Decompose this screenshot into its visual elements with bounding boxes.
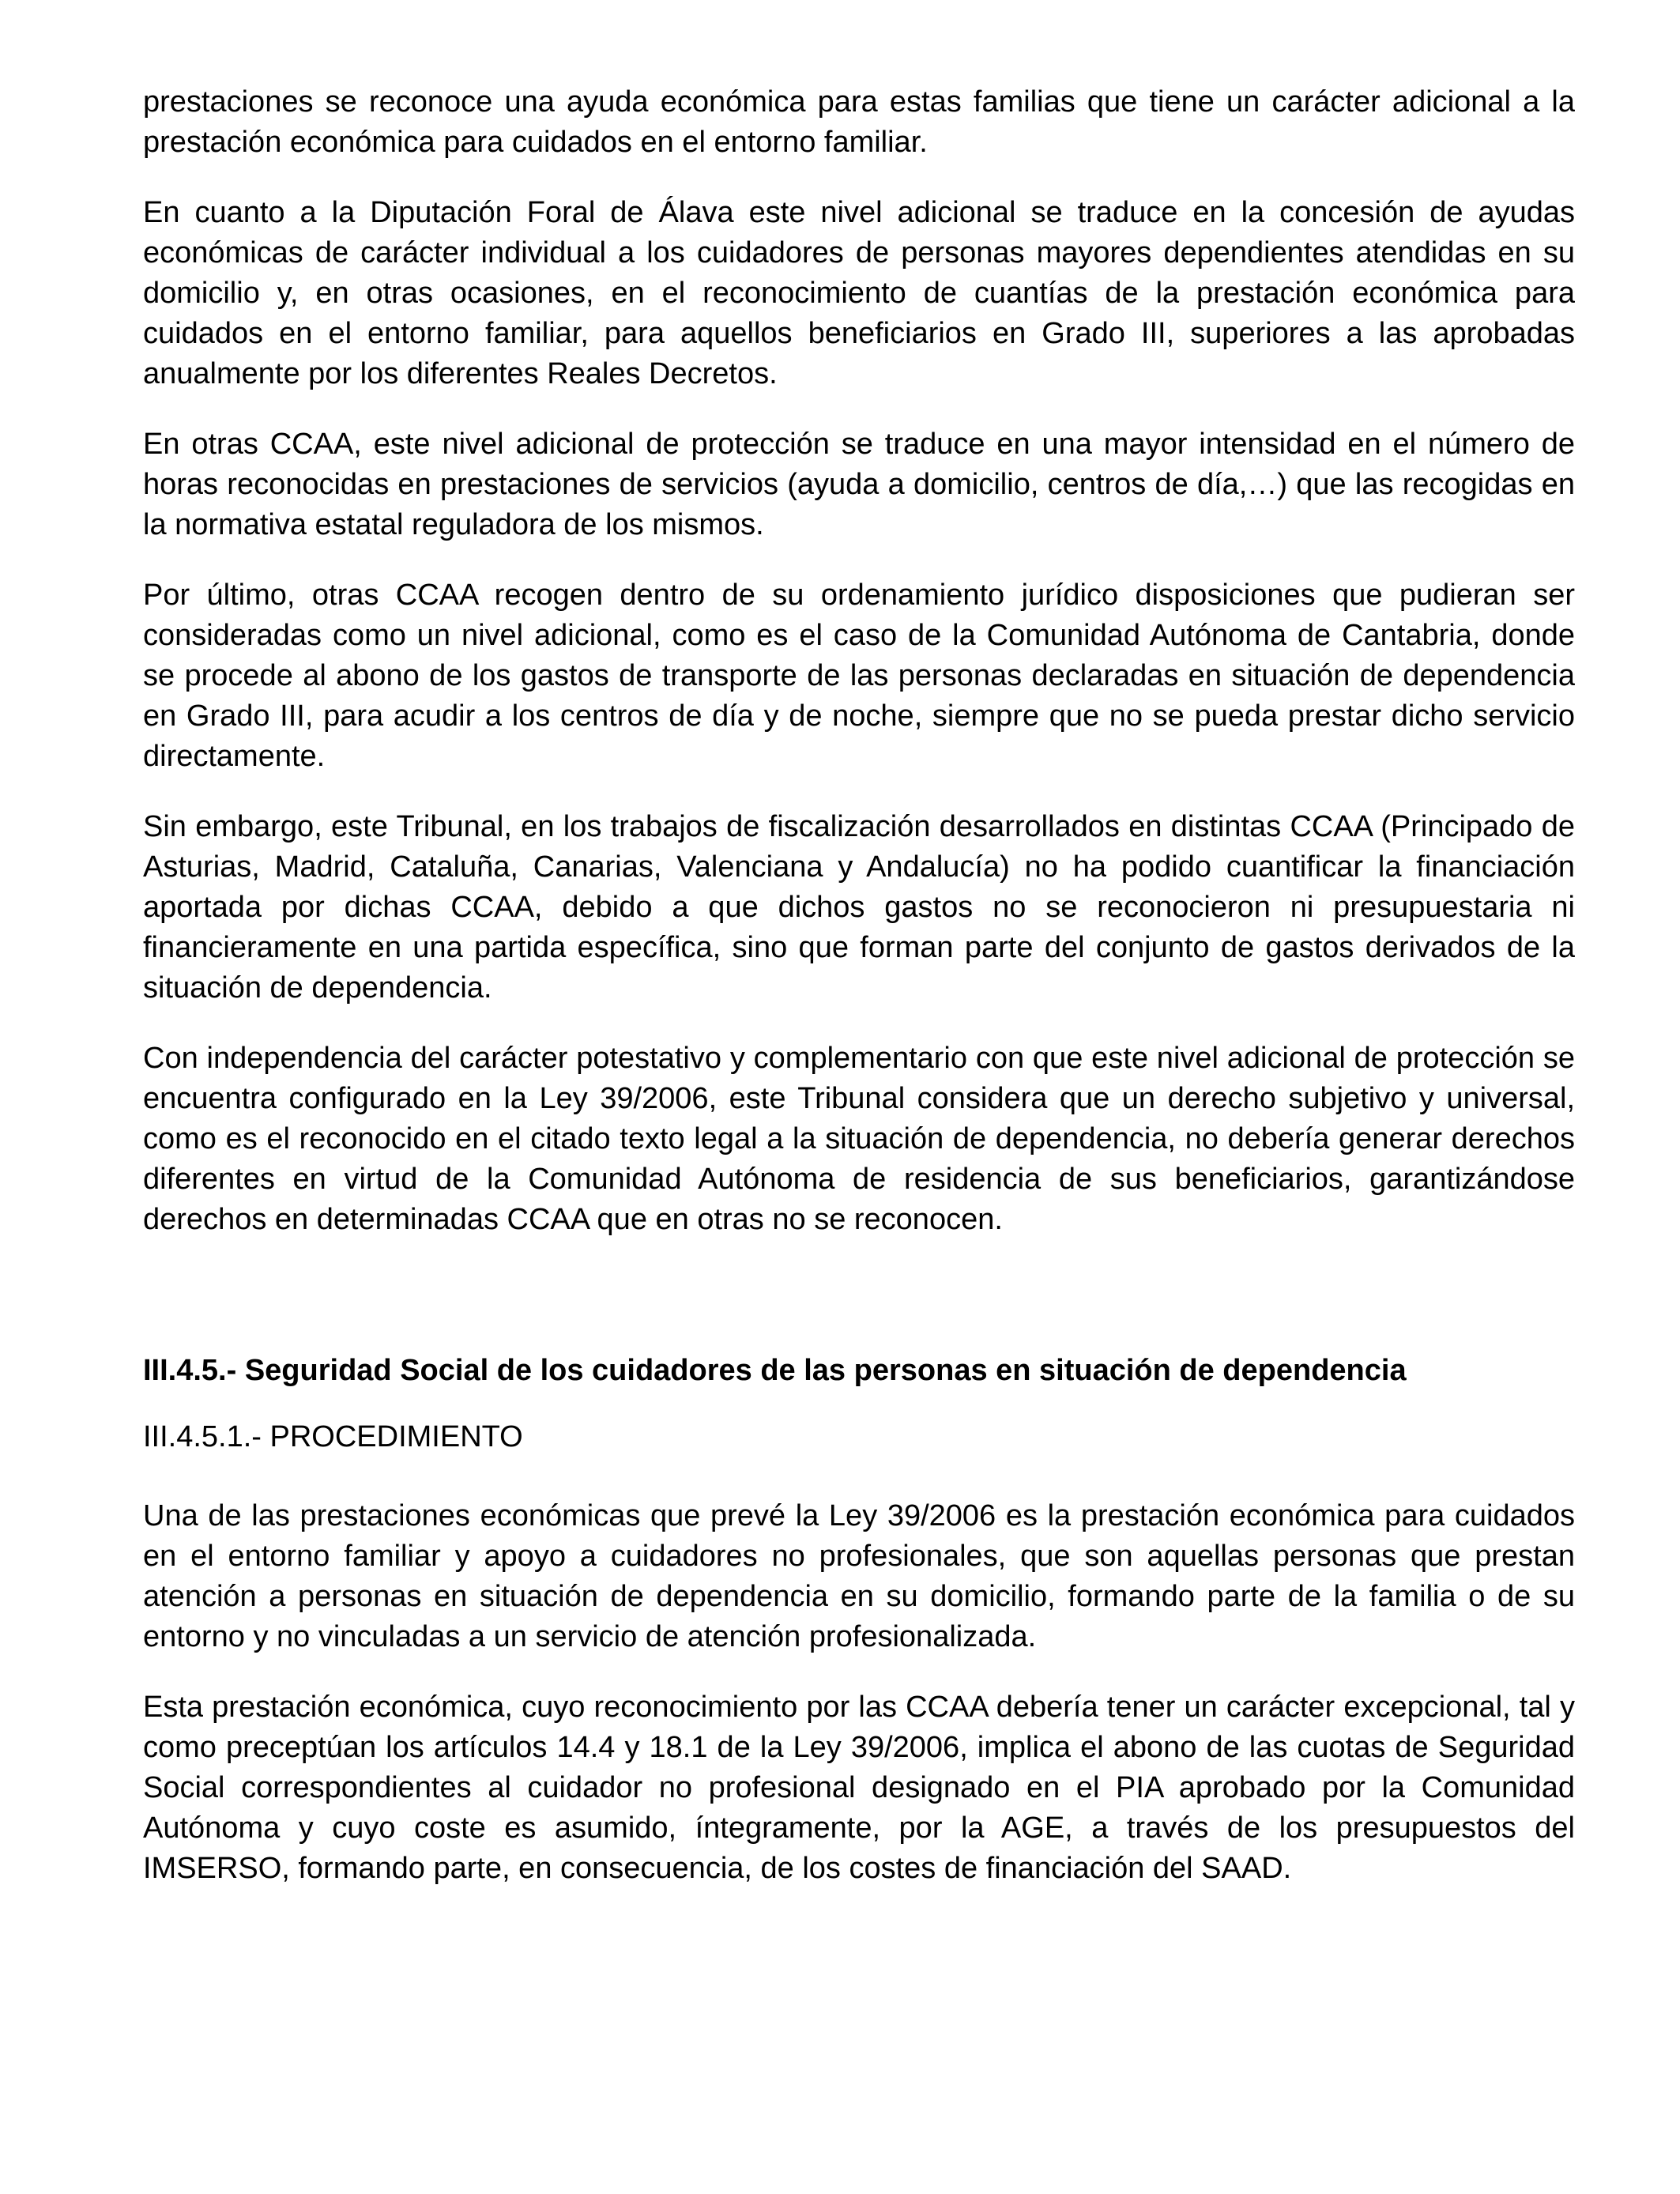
- section-heading: III.4.5.- Seguridad Social de los cuidadores de las personas en situación de dependencia: [143, 1354, 1407, 1387]
- paragraph-additional-aid: prestaciones se reconoce una ayuda económica para estas familias que tiene un carácter adicional a la prestación económica para cuidados en el entorno familiar.: [143, 85, 1575, 159]
- paragraph-alava: En cuanto a la Diputación Foral de Álava este nivel adicional se traduce en la concesión de ayudas económicas de carácter individual a los cuidadores de personas mayores dependientes atendidas en su domicilio y, en otras ocasiones, en el reconocimiento de cuantías de la prestación económica para cuidados en el entorno familiar, para aquellos beneficiarios en Grado III, superiores a las aprobadas anualmente por los diferentes Reales Decretos.: [143, 196, 1575, 390]
- paragraph-cantabria: Por último, otras CCAA recogen dentro de su ordenamiento jurídico disposiciones que pudieran ser consideradas como un nivel adicional, como es el caso de la Comunidad Autónoma de Cantabria, donde se procede al abono de los gastos de transporte de las personas declaradas en situación de dependencia en Grado III, para acudir a los centros de día y de noche, siempre que no se pueda prestar dicho servicio directamente.: [143, 579, 1575, 773]
- document-page: [143, 82, 1575, 1919]
- paragraph-tribunal-audit: Sin embargo, este Tribunal, en los trabajos de fiscalización desarrollados en distintas CCAA (Principado de Asturias, Madrid, Cataluña, Canarias, Valenciana y Andalucía) no ha podido cuantificar la financiación aportada por dichas CCAA, debido a que dichos gastos no se reconocieron ni presupuestaria ni financieramente en una partida específica, sino que forman parte del conjunto de gastos derivados de la situación de dependencia.: [143, 810, 1575, 1005]
- paragraph-other-ccaa: En otras CCAA, este nivel adicional de protección se traduce en una mayor intensidad en el número de horas reconocidas en prestaciones de servicios (ayuda a domicilio, centros de día,…) que las recogidas en la normativa estatal reguladora de los mismos.: [143, 428, 1575, 541]
- subsection-heading: III.4.5.1.- PROCEDIMIENTO: [143, 1420, 523, 1453]
- paragraph-tribunal-conclusion: Con independencia del carácter potestativo y complementario con que este nivel adicional de protección se encuentra configurado en la Ley 39/2006, este Tribunal considera que un derecho subjetivo y universal, como es el reconocido en el citado texto legal a la situación de dependencia, no debería generar derechos diferentes en virtud de la Comunidad Autónoma de residencia de sus beneficiarios, garantizándose derechos en determinadas CCAA que en otras no se reconocen.: [143, 1042, 1575, 1236]
- paragraph-economic-benefits: Una de las prestaciones económicas que prevé la Ley 39/2006 es la prestación económica para cuidados en el entorno familiar y apoyo a cuidadores no profesionales, que son aquellas personas que prestan atención a personas en situación de dependencia en su domicilio, formando parte de la familia o de su entorno y no vinculadas a un servicio de atención profesionalizada.: [143, 1499, 1575, 1653]
- paragraph-social-security-fees: Esta prestación económica, cuyo reconocimiento por las CCAA debería tener un carácter excepcional, tal y como preceptúan los artículos 14.4 y 18.1 de la Ley 39/2006, implica el abono de las cuotas de Seguridad Social correspondientes al cuidador no profesional designado en el PIA aprobado por la Comunidad Autónoma y cuyo coste es asumido, íntegramente, por la AGE, a través de los presupuestos del IMSERSO, formando parte, en consecuencia, de los costes de financiación del SAAD.: [143, 1691, 1575, 1885]
